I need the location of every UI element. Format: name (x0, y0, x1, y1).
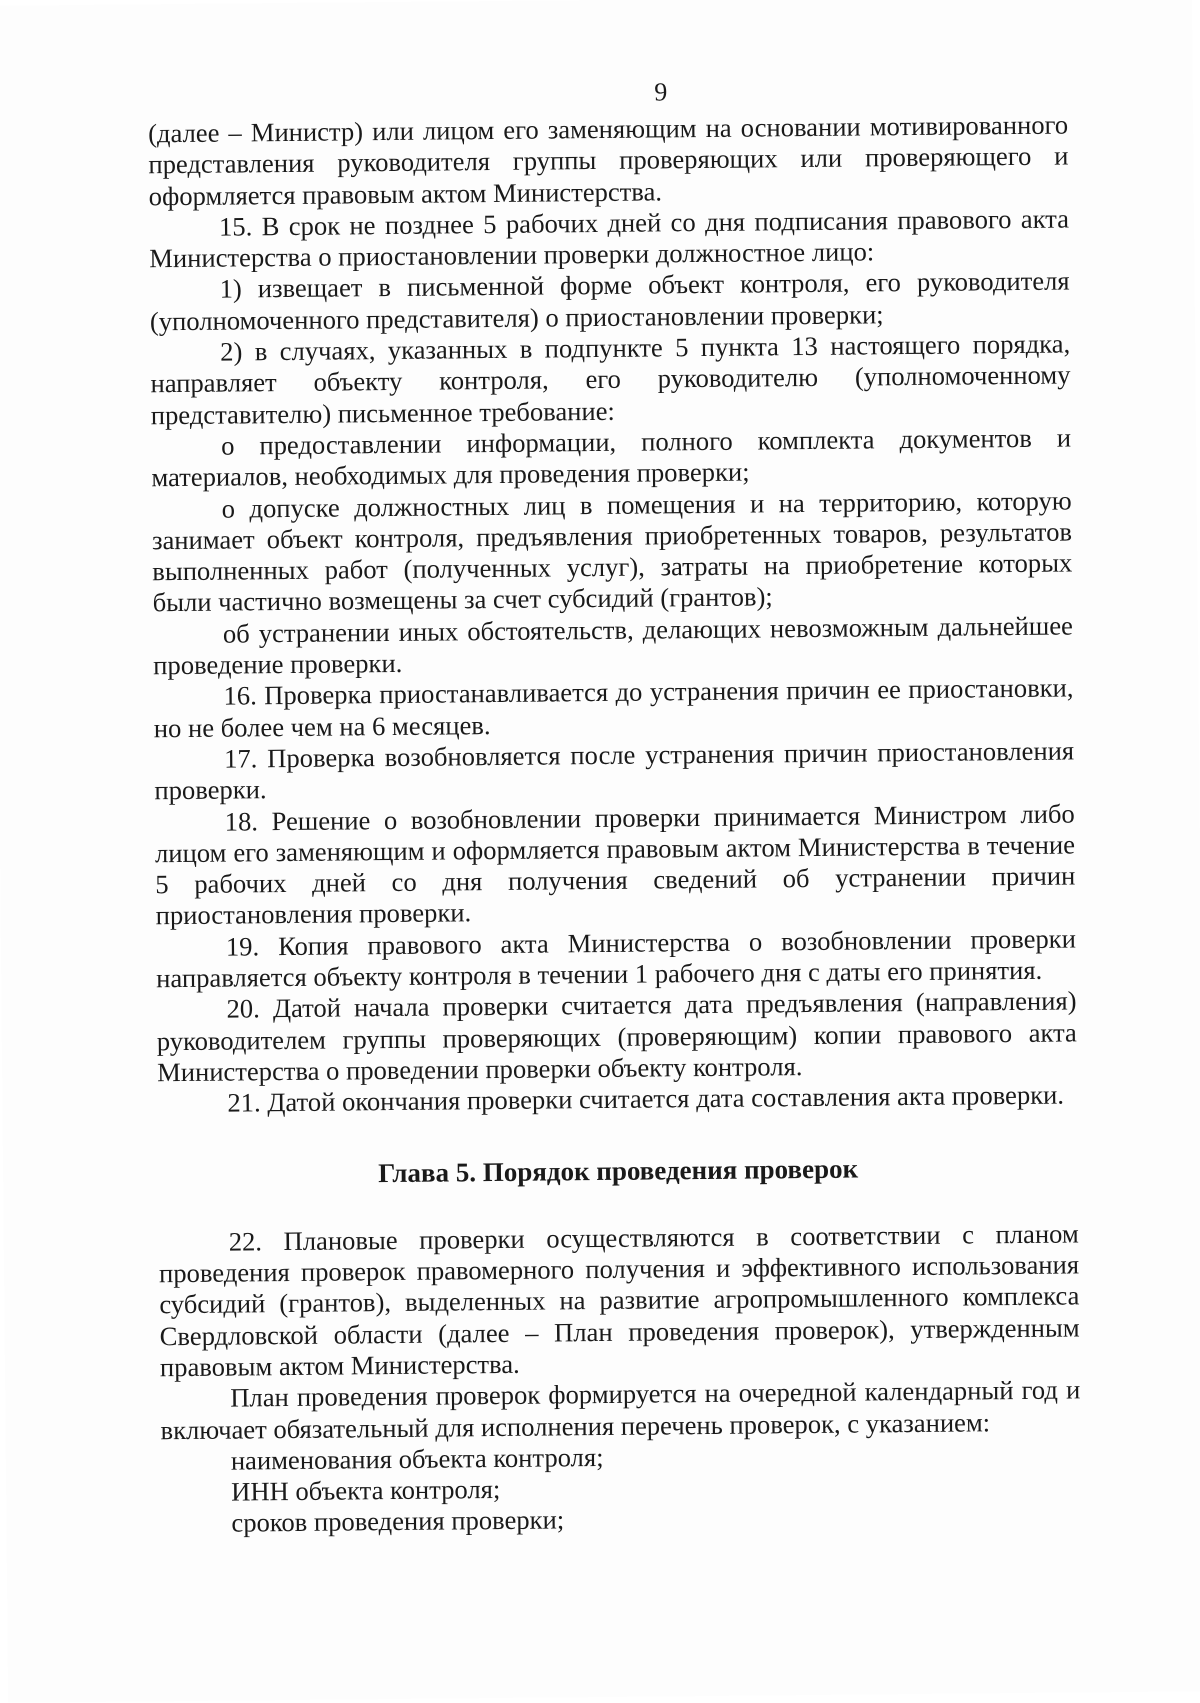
paragraph-17: 17. Проверка возобновляется после устранения причин приостановления проверки. (154, 735, 1075, 806)
paragraph-20: 20. Датой начала проверки считается дата предъявления (направления) руководителем группы проверяющих (проверяющим) копии правового акта Министерства о проведении проверки объекту контроля. (156, 985, 1077, 1088)
requirement-item: о допуске должностных лиц в помещения и на территорию, которую занимает объект контроля, предъявления приобретенных товаров, результатов выполненных работ (полученных услуг), затраты на приобретение которых были частично возмещены за счет субсидий (грантов); (151, 485, 1073, 618)
paragraph: (далее – Министр) или лицом его заменяющим на основании мотивированного представления руководителя группы проверяющих или проверяющего и оформляется правовым актом Министерства. (147, 109, 1069, 211)
paragraph-18: 18. Решение о возобновлении проверки принимается Министром либо лицом его заменяющим и оформляется правовым актом Министерства в течение 5 рабочих дней со дня получения сведений об устранении причин приостановления проверки. (154, 797, 1076, 931)
plan-paragraph: План проведения проверок формируется на очередной календарный год и включает обязательный для исполнения перечень проверок, с указанием: (160, 1374, 1081, 1445)
paragraph-22: 22. Плановые проверки осуществляются в соответствии с планом проведения проверок правомерного получения и эффективного использования субсидий (грантов), выделенных на развитие агропромышленного комплекса Свердловской области (далее – План проведения проверок), утвержденным правовым актом Министерства. (158, 1218, 1080, 1383)
list-item: наименования объекта контроля; (230, 1441, 604, 1476)
paragraph-15-item-2: 2) в случаях, указанных в подпункте 5 пункта 13 настоящего порядка, направляет объекту контроля, его руководителю (уполномоченному представителю) письменное требование: (150, 328, 1071, 430)
page-number: 9 (654, 77, 668, 107)
requirement-item: о предоставлении информации, полного комплекта документов и материалов, необходимых для проведения проверки; (151, 422, 1072, 493)
requirement-item: об устранении иных обстоятельств, делающих невозможным дальнейшее проведение проверки. (153, 610, 1074, 681)
paragraph-19: 19. Копия правового акта Министерства о возобновлении проверки направляется объекту контроля в течении 1 рабочего дня с даты его принятия. (156, 923, 1077, 994)
paragraph-21: 21. Датой окончания проверки считается дата составления акта проверки. (227, 1079, 1065, 1118)
chapter-heading: Глава 5. Порядок проведения проверок (377, 1153, 859, 1188)
paragraph-16: 16. Проверка приостанавливается до устранения причин ее приостановки, но не более чем на 6 месяцев. (153, 672, 1074, 743)
list-item: сроков проведения проверки; (231, 1504, 565, 1539)
document-body (148, 109, 1082, 1540)
paragraph-15-item-1: 1) извещает в письменной форме объект контроля, его руководителя (уполномоченного представителя) о приостановлении проверки; (149, 265, 1070, 337)
list-item: ИНН объекта контроля; (231, 1474, 501, 1507)
paragraph-15: 15. В срок не позднее 5 рабочих дней со дня подписания правового акта Министерства о приостановлении проверки должностное лицо: (149, 203, 1070, 274)
